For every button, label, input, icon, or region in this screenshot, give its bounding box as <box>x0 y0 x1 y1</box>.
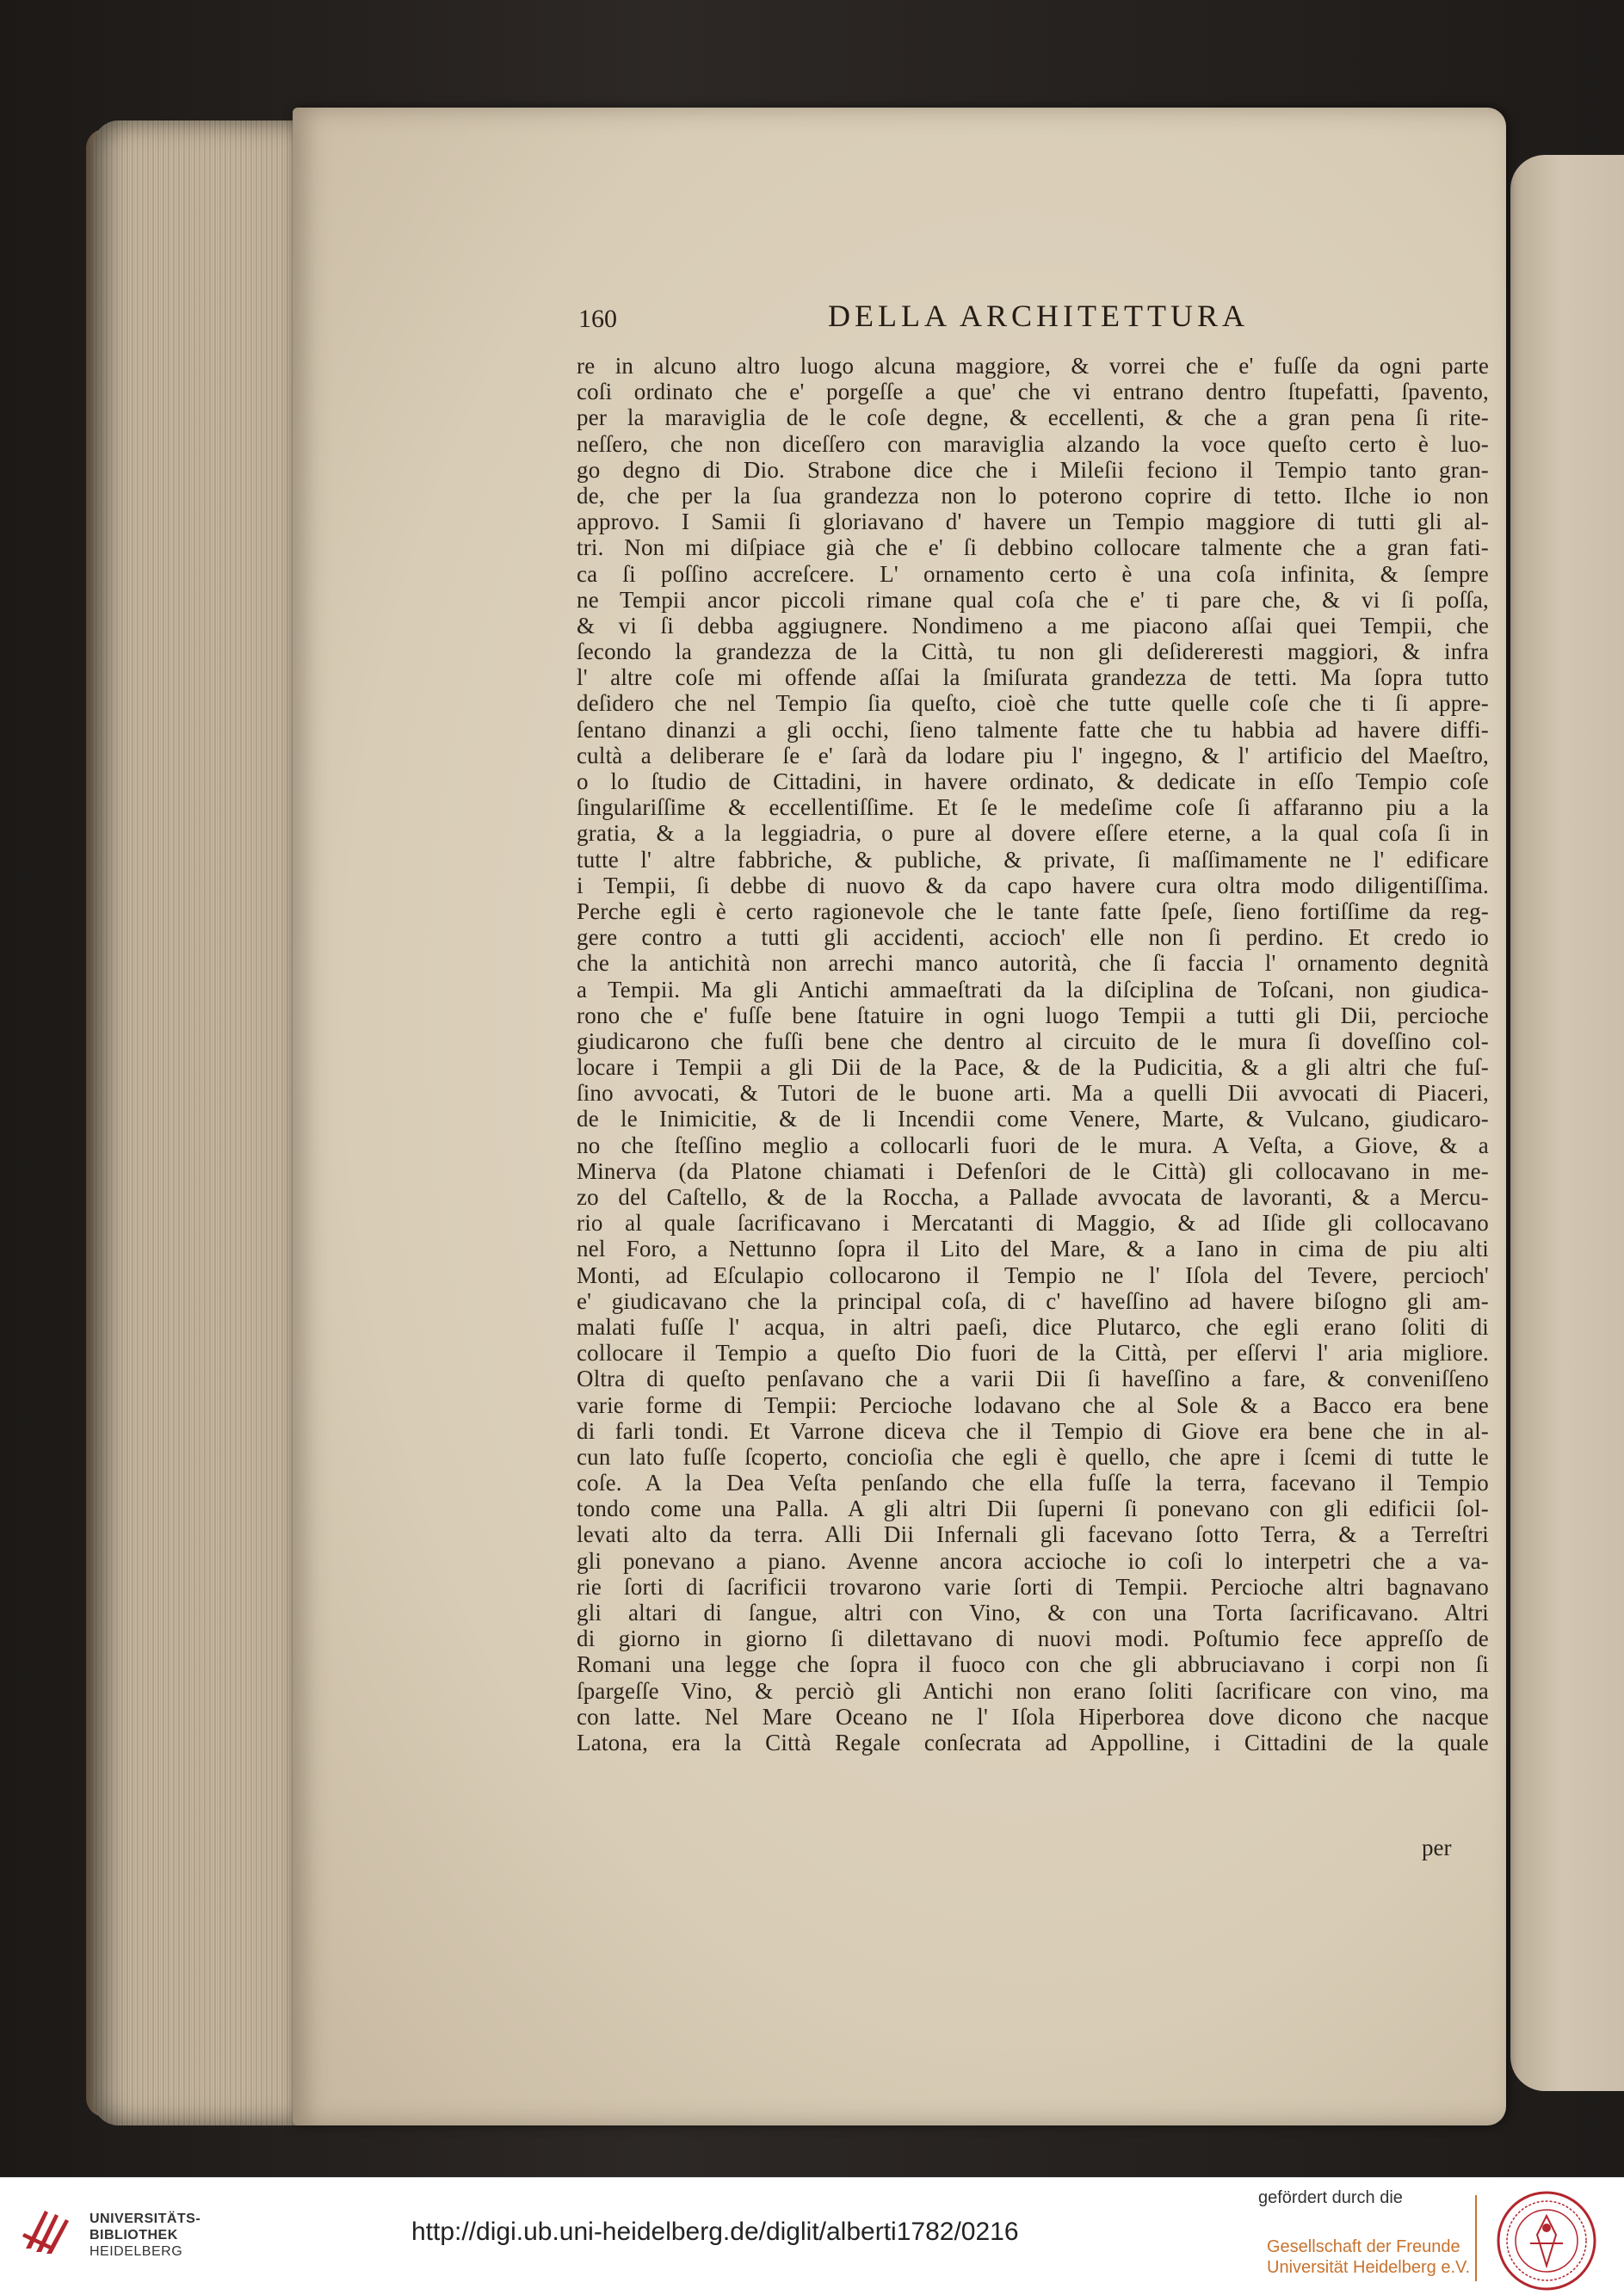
permalink[interactable]: http://digi.ub.uni-heidelberg.de/diglit/alberti1782/0216 <box>411 2218 1019 2246</box>
text-line: gli ponevano a piano. Avenne ancora accioche io coſi lo interpetri che a va- <box>577 1547 1489 1574</box>
text-line: de le Inimicitie, & de li Incendii come Venere, Marte, & Vulcano, giudicaro- <box>577 1106 1489 1132</box>
text-line: gratia, & a la leggiadria, o pure al dovere eſſere eterne, a la qual coſa ſi in <box>577 820 1489 847</box>
page-edges <box>93 120 299 2125</box>
text-line: tri. Non mi diſpiace già che e' ſi debbino collocare talmente che a gran fati- <box>577 534 1489 561</box>
text-line: che la antichità non arrechi manco autorità, che ſi faccia l' ornamento degnità <box>577 950 1489 977</box>
text-line: levati alto da terra. Alli Dii Infernali gli facevano ſotto Terra, & a Terreſtri <box>577 1521 1489 1548</box>
text-line: per la maraviglia de le coſe degne, & eccellenti, & che a gran pena ſi rite- <box>577 404 1489 431</box>
facing-page-edge <box>1510 155 1624 2091</box>
text-line: cultà a deliberare ſe e' ſarà da lodare piu l' ingegno, & l' artificio del Maeſtro, <box>577 742 1489 768</box>
university-seal-icon <box>1496 2190 1597 2292</box>
text-line: ca ſi poſſino accreſcere. L' ornamento certo è una coſa infinita, & ſempre <box>577 560 1489 587</box>
text-line: neſſero, che non diceſſero con maraviglia alzando la voce queſto certo è luo- <box>577 430 1489 457</box>
library-name-line: BIBLIOTHEK <box>90 2228 178 2243</box>
funder-name-line: Gesellschaft der Freunde <box>1267 2237 1460 2256</box>
viewer-footer <box>0 2177 1624 2295</box>
text-line: di farli tondi. Et Varrone diceva che il Tempio di Giove era bene che in al- <box>577 1417 1489 1444</box>
text-line: nel Foro, a Nettunno ſopra il Lito del Mare, & a Iano in cima de piu alti <box>577 1236 1489 1262</box>
text-line: giudicarono che fuſſi bene che dentro al circuito de le mura ſi doveſſino col- <box>577 1027 1489 1054</box>
text-line: gli altari di ſangue, altri con Vino, & con una Torta ſacrificavano. Altri <box>577 1600 1489 1626</box>
text-line: zo del Caſtello, & de la Roccha, a Pallade avvocata de lavoranti, & a Mercu- <box>577 1184 1489 1210</box>
text-line: o lo ſtudio de Cittadini, in havere ordinato, & dedicate in eſſo Tempio coſe <box>577 768 1489 794</box>
text-line: rie ſorti di ſacrificii trovarono varie ſorti di Tempii. Percioche altri bagnavano <box>577 1573 1489 1600</box>
text-line: ſingulariſſime & eccellentiſſime. Et ſe le medeſime coſe ſi affaranno piu a la <box>577 794 1489 821</box>
text-line: tondo come una Palla. A gli altri Dii ſuperni ſi ponevano con gli edificii ſol- <box>577 1496 1489 1522</box>
library-name-line: UNIVERSITÄTS- <box>90 2212 201 2226</box>
text-line: e' giudicavano che la principal coſa, di c' haveſſino ad havere biſogno gli am- <box>577 1287 1489 1314</box>
text-line: i Tempii, ſi debbe di nuovo & da capo havere cura oltra modo diligentiſſima. <box>577 872 1489 898</box>
text-line: Monti, ad Eſculapio collocarono il Tempio ne l' Iſola del Tevere, percioch' <box>577 1262 1489 1288</box>
text-line: locare i Tempii a gli Dii de la Pace, & de la Pudicitia, & a gli altri che fuſ- <box>577 1054 1489 1081</box>
text-line: Latona, era la Città Regale conſecrata ad Appolline, i Cittadini de la quale <box>577 1729 1489 1755</box>
text-line: l' altre coſe mi offende aſſai la ſmiſurata grandezza de tetti. Ma ſopra tutto <box>577 664 1489 691</box>
text-line: de, che per la ſua grandezza non lo poterono coprire di tetto. Ilche io non <box>577 482 1489 509</box>
text-line: ſentano dinanzi a gli occhi, ſieno talmente fatte che tu habbia ad havere diffi- <box>577 716 1489 743</box>
page-text <box>577 353 1489 1755</box>
running-head-title: DELLA ARCHITETTURA <box>828 299 1249 333</box>
text-line: tutte l' altre fabbriche, & publiche, & private, ſi maſſimamente ne l' edificare <box>577 846 1489 873</box>
text-line: cun lato fuſſe ſcoperto, concioſia che egli è quello, che apre i ſcemi di tutte le <box>577 1443 1489 1470</box>
text-line: con latte. Nel Mare Oceano ne l' Iſola Hiperborea dove dicono che nacque <box>577 1703 1489 1730</box>
text-line: approvo. I Samii ſi gloriavano d' havere un Tempio maggiore di tutti gli al- <box>577 509 1489 535</box>
text-line: go degno di Dio. Strabone dice che i Mileſii feciono il Tempio tanto gran- <box>577 456 1489 483</box>
funded-by-label: gefördert durch die <box>1258 2188 1403 2207</box>
text-line: Perche egli è certo ragionevole che le tante fatte ſpeſe, ſieno fortiſſime da reg- <box>577 898 1489 924</box>
text-line: coſe. A la Dea Veſta penſando che ella fuſſe la terra, facevano il Tempio <box>577 1470 1489 1496</box>
text-line: rono che e' fuſſe bene ſtatuire in ogni luogo Tempii a tutti gli Dii, percioche <box>577 1002 1489 1028</box>
text-line: varie forme di Tempii: Percioche lodavano che al Sole & a Bacco era bene <box>577 1391 1489 1418</box>
text-line: ne Tempii ancor piccoli rimane qual coſa che e' ti pare che, & vi ſi poſſa, <box>577 586 1489 613</box>
university-library-logo-icon[interactable] <box>19 2204 76 2261</box>
catchword: per <box>1422 1835 1452 1860</box>
text-line: Oltra di queſto penſavano che a varii Dii ſi haveſſino a fare, & conveniſſeno <box>577 1366 1489 1392</box>
text-line: & vi ſi debba aggiugnere. Nondimeno a me piacono aſſai quei Tempii, che <box>577 612 1489 639</box>
text-line: malati fuſſe l' acqua, in altri paeſi, dice Plutarco, che egli erano ſoliti di <box>577 1313 1489 1340</box>
text-line: di giorno in giorno ſi dilettavano di nuovi modi. Poſtumio fece appreſſo de <box>577 1626 1489 1652</box>
text-line: deſidero che nel Tempio ſia queſto, cioè che tutte quelle coſe che ti ſi appre- <box>577 690 1489 717</box>
library-name <box>90 2211 201 2260</box>
text-line: collocare il Tempio a queſto Dio fuori de la Città, per eſſervi l' aria migliore. <box>577 1340 1489 1367</box>
funder-divider <box>1475 2195 1477 2281</box>
text-line: rio al quale ſacrificavano i Mercatanti di Maggio, & ad Iſide gli collocavano <box>577 1210 1489 1237</box>
text-line: ſecondo la grandezza de la Città, tu non gli deſidereresti maggiori, & infra <box>577 639 1489 665</box>
text-line: gere contro a tutti gli accidenti, accioch' elle non ſi perdino. Et credo io <box>577 924 1489 951</box>
text-line: Minerva (da Platone chiamati i Defenſori de le Città) gli collocavano in me- <box>577 1157 1489 1184</box>
text-line: Romani una legge che ſopra il fuoco con che gli abbruciavano i corpi non ſi <box>577 1651 1489 1678</box>
text-line: a Tempii. Ma gli Antichi ammaeſtrati da la diſciplina de Toſcani, non giudica- <box>577 976 1489 1003</box>
text-line: ſino avvocati, & Tutori de le buone arti. Ma a quelli Dii avvocati di Piaceri, <box>577 1080 1489 1107</box>
text-line: ſpargeſſe Vino, & perciò gli Antichi non erano ſoliti ſacrificare con vino, ma <box>577 1677 1489 1704</box>
page-number: 160 <box>578 305 617 333</box>
text-line: no che ſteſſino meglio a collocarli fuori de le mura. A Veſta, a Giove, & a <box>577 1132 1489 1158</box>
funder-name[interactable] <box>1267 2236 1470 2278</box>
text-line: coſi ordinato che e' porgeſſe a que' che vi entrano dentro ſtupefatti, ſpavento, <box>577 379 1489 405</box>
library-name-line: HEIDELBERG <box>90 2244 183 2259</box>
running-head <box>578 294 1482 337</box>
funder-name-line: Universität Heidelberg e.V. <box>1267 2258 1471 2277</box>
text-line: re in alcuno altro luogo alcuna maggiore, & vorrei che e' fuſſe da ogni parte <box>577 353 1489 379</box>
